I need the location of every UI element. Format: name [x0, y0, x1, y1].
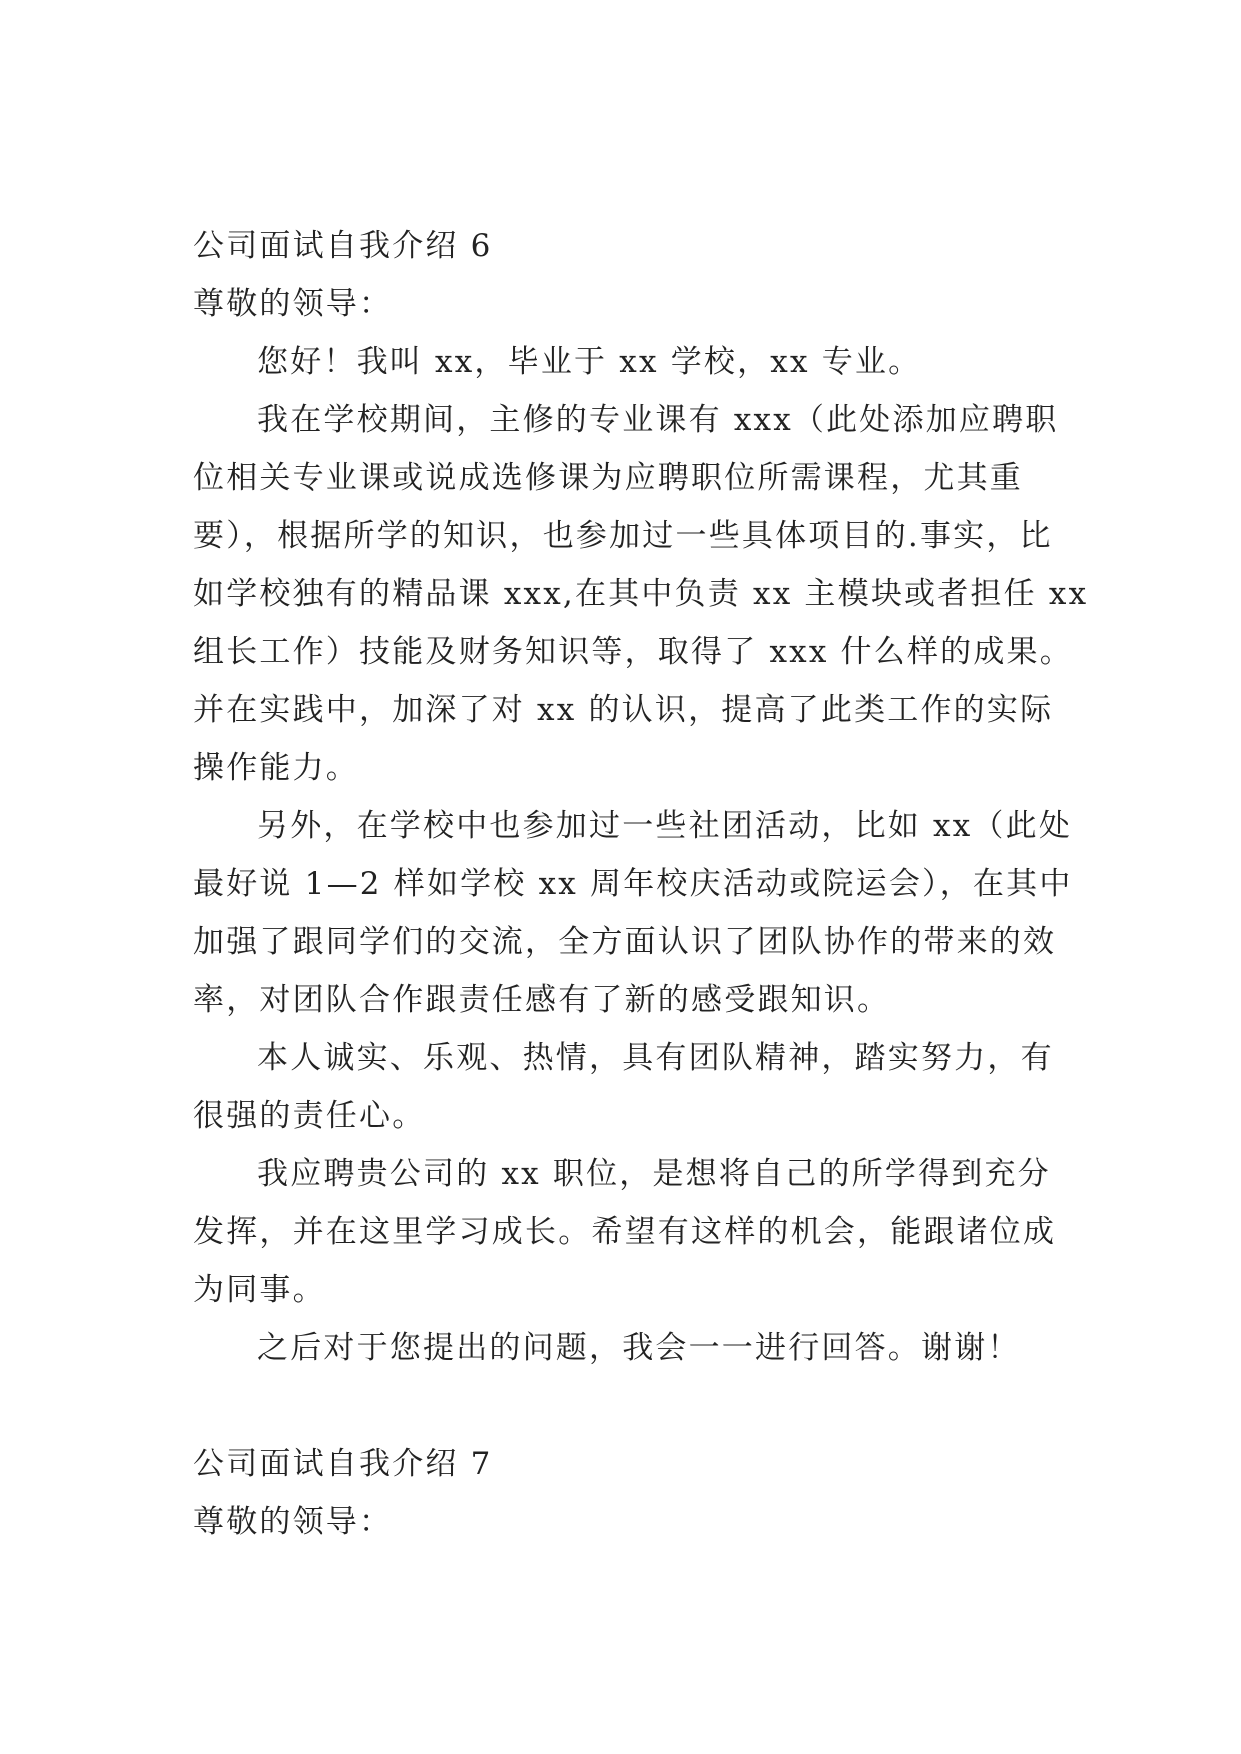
paragraph-line: 操作能力。 [193, 750, 359, 786]
paragraph-line: 另外，在学校中也参加过一些社团活动，比如 xx（此处 [257, 808, 1073, 844]
paragraph-line: 我应聘贵公司的 xx 职位，是想将自己的所学得到充分 [257, 1156, 1051, 1192]
salutation: 尊敬的领导： [193, 286, 393, 322]
paragraph-line: 为同事。 [193, 1272, 326, 1308]
paragraph-line: 最好说 1—2 样如学校 xx 周年校庆活动或院运会），在其中 [193, 866, 1073, 902]
paragraph-line: 组长工作）技能及财务知识等，取得了 xxx 什么样的成果。 [193, 634, 1073, 670]
paragraph-line: 发挥，并在这里学习成长。希望有这样的机会，能跟诸位成 [193, 1214, 1057, 1250]
paragraph-line: 率，对团队合作跟责任感有了新的感受跟知识。 [193, 982, 891, 1018]
paragraph-line: 您好！我叫 xx，毕业于 xx 学校，xx 专业。 [257, 344, 922, 380]
section-title: 公司面试自我介绍 6 [193, 228, 493, 264]
paragraph-line: 之后对于您提出的问题，我会一一进行回答。谢谢！ [257, 1330, 1021, 1366]
paragraph-line: 我在学校期间，主修的专业课有 xxx（此处添加应聘职 [257, 402, 1059, 438]
paragraph-line: 加强了跟同学们的交流，全方面认识了团队协作的带来的效 [193, 924, 1057, 960]
paragraph-line: 如学校独有的精品课 xxx,在其中负责 xx 主模块或者担任 xx [193, 576, 1089, 612]
paragraph-line: 要），根据所学的知识，也参加过一些具体项目的.事实，比 [193, 518, 1053, 554]
salutation: 尊敬的领导： [193, 1504, 393, 1540]
paragraph-line: 本人诚实、乐观、热情，具有团队精神，踏实努力，有 [257, 1040, 1054, 1076]
paragraph-line: 并在实践中，加深了对 xx 的认识，提高了此类工作的实际 [193, 692, 1054, 728]
paragraph-line: 位相关专业课或说成选修课为应聘职位所需课程，尤其重 [193, 460, 1023, 496]
paragraph-line: 很强的责任心。 [193, 1098, 426, 1134]
section-title: 公司面试自我介绍 7 [193, 1446, 493, 1482]
